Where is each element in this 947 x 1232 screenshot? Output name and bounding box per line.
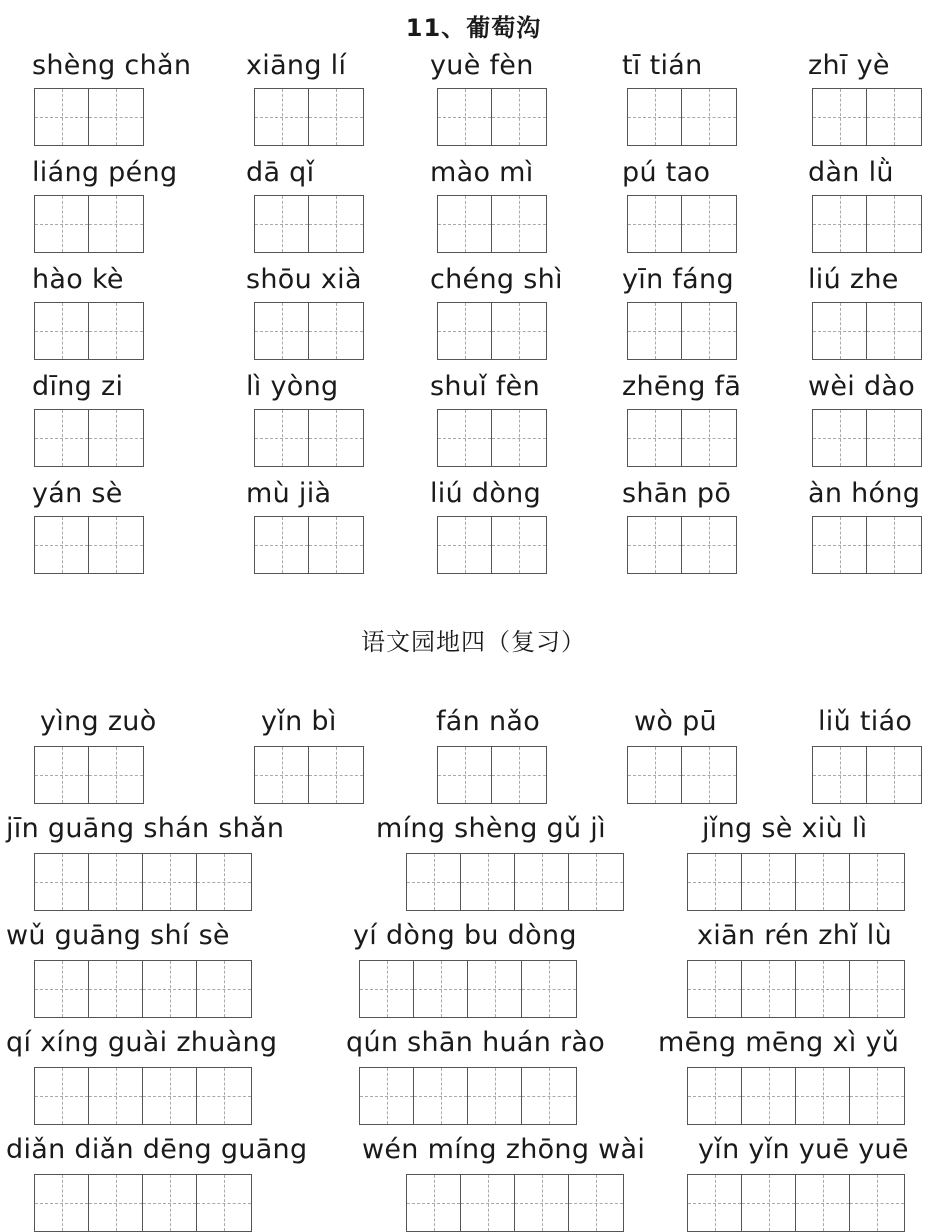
pinyin-label: yí dòng bu dòng	[353, 920, 577, 951]
char-cell[interactable]	[492, 517, 546, 573]
answer-grid	[627, 409, 737, 467]
char-cell[interactable]	[407, 854, 461, 910]
char-cell[interactable]	[813, 303, 867, 359]
pinyin-label: wǔ guāng shí sè	[6, 920, 230, 951]
char-cell[interactable]	[461, 1175, 515, 1231]
char-cell[interactable]	[813, 517, 867, 573]
char-cell[interactable]	[850, 961, 904, 1017]
char-cell[interactable]	[35, 1068, 89, 1124]
pinyin-label: dīng zi	[32, 371, 124, 402]
char-cell[interactable]	[360, 1068, 414, 1124]
pinyin-label: tī tián	[622, 50, 703, 81]
answer-grid	[627, 302, 737, 360]
char-cell[interactable]	[197, 1068, 251, 1124]
answer-grid	[254, 302, 364, 360]
answer-grid	[812, 88, 922, 146]
char-cell[interactable]	[796, 1068, 850, 1124]
char-cell[interactable]	[569, 854, 623, 910]
answer-grid	[437, 746, 547, 804]
answer-grid	[437, 516, 547, 574]
pinyin-label: zhēng fā	[622, 371, 742, 402]
char-cell[interactable]	[143, 1175, 197, 1231]
char-cell[interactable]	[309, 196, 363, 252]
answer-grid	[254, 195, 364, 253]
char-cell[interactable]	[197, 854, 251, 910]
answer-grid	[34, 746, 144, 804]
answer-grid	[812, 516, 922, 574]
char-cell[interactable]	[438, 196, 492, 252]
char-cell[interactable]	[813, 747, 867, 803]
char-cell[interactable]	[867, 410, 921, 466]
char-cell[interactable]	[309, 517, 363, 573]
answer-grid	[406, 1174, 624, 1232]
pinyin-label: yǐn yǐn yuē yuē	[698, 1134, 909, 1165]
char-cell[interactable]	[515, 1175, 569, 1231]
answer-grid	[437, 195, 547, 253]
answer-grid	[687, 960, 905, 1018]
pinyin-label: xiāng lí	[246, 50, 347, 81]
pinyin-label: àn hóng	[808, 478, 921, 509]
char-cell[interactable]	[742, 1068, 796, 1124]
char-cell[interactable]	[89, 1068, 143, 1124]
pinyin-label: wèi dào	[808, 371, 916, 402]
pinyin-label: yuè fèn	[430, 50, 534, 81]
char-cell[interactable]	[628, 517, 682, 573]
char-cell[interactable]	[867, 747, 921, 803]
answer-grid	[627, 195, 737, 253]
answer-grid	[687, 1174, 905, 1232]
char-cell[interactable]	[688, 854, 742, 910]
pinyin-label: mào mì	[430, 157, 534, 188]
char-cell[interactable]	[89, 517, 143, 573]
pinyin-label: qún shān huán rào	[346, 1027, 606, 1058]
char-cell[interactable]	[35, 854, 89, 910]
char-cell[interactable]	[309, 410, 363, 466]
char-cell[interactable]	[492, 410, 546, 466]
pinyin-label: liú dòng	[430, 478, 542, 509]
char-cell[interactable]	[850, 854, 904, 910]
answer-grid	[254, 88, 364, 146]
pinyin-label: diǎn diǎn dēng guāng	[6, 1134, 308, 1165]
pinyin-label: shōu xià	[246, 264, 362, 295]
answer-grid	[34, 1174, 252, 1232]
answer-grid	[359, 1067, 577, 1125]
char-cell[interactable]	[438, 517, 492, 573]
worksheet-title: 11、葡萄沟	[405, 14, 542, 42]
pinyin-label: liǔ tiáo	[818, 706, 913, 737]
char-cell[interactable]	[682, 517, 736, 573]
char-cell[interactable]	[628, 89, 682, 145]
answer-grid	[34, 409, 144, 467]
char-cell[interactable]	[468, 1068, 522, 1124]
char-cell[interactable]	[255, 89, 309, 145]
char-cell[interactable]	[569, 1175, 623, 1231]
char-cell[interactable]	[438, 747, 492, 803]
pinyin-label: mù jià	[246, 478, 332, 509]
pinyin-label: fán nǎo	[436, 706, 541, 737]
char-cell[interactable]	[742, 854, 796, 910]
char-cell[interactable]	[522, 961, 576, 1017]
answer-grid	[254, 746, 364, 804]
char-cell[interactable]	[850, 1068, 904, 1124]
pinyin-label: wò pū	[634, 706, 717, 737]
char-cell[interactable]	[813, 196, 867, 252]
char-cell[interactable]	[813, 89, 867, 145]
char-cell[interactable]	[255, 517, 309, 573]
pinyin-label: pú tao	[622, 157, 711, 188]
char-cell[interactable]	[89, 961, 143, 1017]
char-cell[interactable]	[682, 303, 736, 359]
char-cell[interactable]	[197, 961, 251, 1017]
char-cell[interactable]	[89, 1175, 143, 1231]
char-cell[interactable]	[35, 89, 89, 145]
pinyin-label: lì yòng	[246, 371, 339, 402]
char-cell[interactable]	[461, 854, 515, 910]
answer-grid	[812, 746, 922, 804]
char-cell[interactable]	[742, 961, 796, 1017]
char-cell[interactable]	[492, 747, 546, 803]
char-cell[interactable]	[89, 303, 143, 359]
answer-grid	[34, 1067, 252, 1125]
char-cell[interactable]	[35, 517, 89, 573]
char-cell[interactable]	[197, 1175, 251, 1231]
char-cell[interactable]	[628, 410, 682, 466]
answer-grid	[34, 88, 144, 146]
char-cell[interactable]	[309, 89, 363, 145]
char-cell[interactable]	[492, 89, 546, 145]
char-cell[interactable]	[682, 196, 736, 252]
char-cell[interactable]	[143, 961, 197, 1017]
char-cell[interactable]	[628, 747, 682, 803]
char-cell[interactable]	[492, 196, 546, 252]
char-cell[interactable]	[682, 410, 736, 466]
char-cell[interactable]	[438, 410, 492, 466]
answer-grid	[34, 195, 144, 253]
char-cell[interactable]	[682, 89, 736, 145]
char-cell[interactable]	[255, 410, 309, 466]
pinyin-label: jǐng sè xiù lì	[702, 813, 868, 844]
char-cell[interactable]	[522, 1068, 576, 1124]
char-cell[interactable]	[515, 854, 569, 910]
char-cell[interactable]	[35, 747, 89, 803]
pinyin-label: míng shèng gǔ jì	[376, 813, 606, 844]
char-cell[interactable]	[682, 747, 736, 803]
char-cell[interactable]	[438, 303, 492, 359]
answer-grid	[34, 853, 252, 911]
pinyin-label: wén míng zhōng wài	[362, 1134, 646, 1165]
answer-grid	[437, 409, 547, 467]
pinyin-label: hào kè	[32, 264, 124, 295]
pinyin-label: mēng mēng xì yǔ	[658, 1027, 900, 1058]
char-cell[interactable]	[867, 517, 921, 573]
char-cell[interactable]	[255, 303, 309, 359]
char-cell[interactable]	[414, 961, 468, 1017]
pinyin-label: liáng péng	[32, 157, 178, 188]
pinyin-label: dàn lǜ	[808, 157, 894, 188]
char-cell[interactable]	[867, 196, 921, 252]
char-cell[interactable]	[850, 1175, 904, 1231]
char-cell[interactable]	[35, 196, 89, 252]
answer-grid	[34, 516, 144, 574]
char-cell[interactable]	[89, 89, 143, 145]
char-cell[interactable]	[796, 854, 850, 910]
answer-grid	[437, 302, 547, 360]
char-cell[interactable]	[628, 303, 682, 359]
answer-grid	[34, 302, 144, 360]
answer-grid	[687, 1067, 905, 1125]
pinyin-label: qí xíng guài zhuàng	[6, 1027, 278, 1058]
pinyin-label: shèng chǎn	[32, 50, 192, 81]
char-cell[interactable]	[35, 303, 89, 359]
answer-grid	[406, 853, 624, 911]
char-cell[interactable]	[143, 1068, 197, 1124]
char-cell[interactable]	[89, 747, 143, 803]
char-cell[interactable]	[309, 747, 363, 803]
pinyin-label: yìng zuò	[40, 706, 157, 737]
char-cell[interactable]	[492, 303, 546, 359]
char-cell[interactable]	[867, 89, 921, 145]
pinyin-label: shān pō	[622, 478, 732, 509]
answer-grid	[812, 302, 922, 360]
char-cell[interactable]	[35, 410, 89, 466]
char-cell[interactable]	[89, 854, 143, 910]
char-cell[interactable]	[89, 410, 143, 466]
char-cell[interactable]	[796, 961, 850, 1017]
char-cell[interactable]	[867, 303, 921, 359]
answer-grid	[812, 195, 922, 253]
pinyin-label: jīn guāng shán shǎn	[6, 813, 285, 844]
pinyin-label: yán sè	[32, 478, 123, 509]
char-cell[interactable]	[360, 961, 414, 1017]
char-cell[interactable]	[688, 1068, 742, 1124]
answer-grid	[627, 88, 737, 146]
char-cell[interactable]	[688, 961, 742, 1017]
char-cell[interactable]	[35, 1175, 89, 1231]
char-cell[interactable]	[742, 1175, 796, 1231]
char-cell[interactable]	[796, 1175, 850, 1231]
answer-grid	[254, 409, 364, 467]
answer-grid	[359, 960, 577, 1018]
pinyin-label: zhī yè	[808, 50, 890, 81]
pinyin-label: yīn fáng	[622, 264, 734, 295]
answer-grid	[34, 960, 252, 1018]
char-cell[interactable]	[143, 854, 197, 910]
answer-grid	[812, 409, 922, 467]
char-cell[interactable]	[628, 196, 682, 252]
answer-grid	[627, 746, 737, 804]
char-cell[interactable]	[309, 303, 363, 359]
char-cell[interactable]	[407, 1175, 461, 1231]
pinyin-label: chéng shì	[430, 264, 563, 295]
pinyin-label: dā qǐ	[246, 157, 315, 188]
answer-grid	[687, 853, 905, 911]
pinyin-label: liú zhe	[808, 264, 899, 295]
char-cell[interactable]	[688, 1175, 742, 1231]
review-section-title: 语文园地四（复习）	[361, 628, 586, 656]
char-cell[interactable]	[813, 410, 867, 466]
char-cell[interactable]	[414, 1068, 468, 1124]
char-cell[interactable]	[35, 961, 89, 1017]
pinyin-label: xiān rén zhǐ lù	[697, 920, 893, 951]
pinyin-label: yǐn bì	[261, 706, 337, 737]
answer-grid	[254, 516, 364, 574]
char-cell[interactable]	[89, 196, 143, 252]
char-cell[interactable]	[438, 89, 492, 145]
answer-grid	[627, 516, 737, 574]
pinyin-label: shuǐ fèn	[430, 371, 541, 402]
answer-grid	[437, 88, 547, 146]
char-cell[interactable]	[468, 961, 522, 1017]
char-cell[interactable]	[255, 747, 309, 803]
char-cell[interactable]	[255, 196, 309, 252]
